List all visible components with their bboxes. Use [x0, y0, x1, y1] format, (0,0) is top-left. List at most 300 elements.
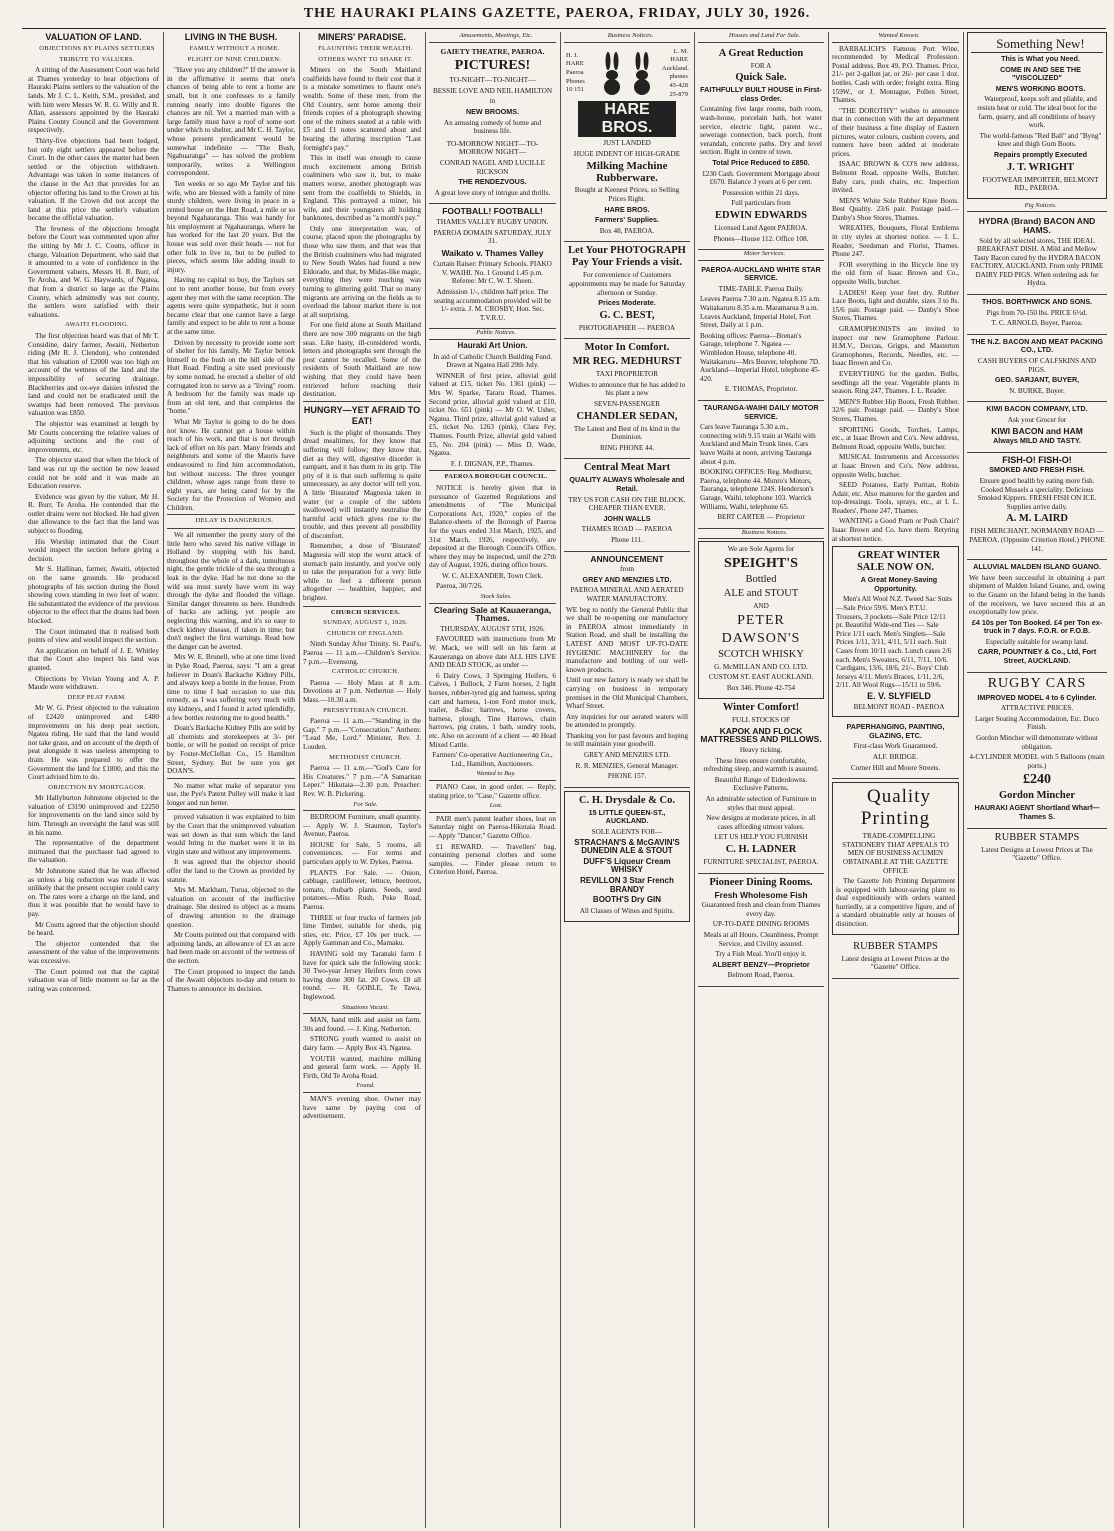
article-title: VALUATION OF LAND.	[45, 32, 142, 42]
text: The world-famous "Red Ball" and "Byng" knee and thigh Gum Boots.	[979, 131, 1102, 149]
section-label: Amusements, Meetings, Etc.	[429, 32, 556, 43]
paragraph: Evidence was given by the valuer, Mr H. R. Burr, Te Aroha. He contended that the outlet drains were not blocked. He had given due allowance to the fact that the land was subject to flooding.	[28, 492, 159, 536]
text: GEO. SARJANT, BUYER,	[994, 375, 1080, 385]
text: JUST LANDED	[603, 139, 651, 148]
ring: RING PHONE 44.	[599, 443, 655, 452]
article-subtitle: FLAUNTING THEIR WEALTH.	[318, 45, 413, 52]
service-title: TAURANGA-WAIHI DAILY MOTOR SERVICE.	[703, 403, 819, 421]
ladner: C. H. LADNER	[725, 844, 797, 855]
brand: BOOTH'S Dry GIN	[592, 895, 662, 905]
paragraph: proved valuation it was explained to him by the Court that the unimproved valuation was set down as that sum which the land would bring in the market were it in its virgin state and without any improvements.	[167, 809, 295, 856]
text: Containing five large rooms, bath room, wash-house, porcelain bath, hot water service, electric light, patent w.c., sewerage connection, back porch, front verandah, concrete paths. Dry and level section. Right in centre of town.	[700, 105, 822, 157]
column-wanted	[832, 32, 959, 1528]
text: Always MILD AND TASTY.	[993, 436, 1081, 446]
paragraph: Ten weeks or so ago Mr Taylor and his wife, who are blessed with a family of nine sturdy children, were living in peace in a rented house on the Hutt Road, a mile or so beyond Ngahauranga. This was handy for his employment at Ngahauranga, where he has worked for the last 20 years. But the house was sold over their heads — not for other folk to live in, but to be pulled to pieces, which seems like adding insult to injury.	[167, 179, 295, 274]
merchant: J. T. WRIGHT	[1006, 161, 1075, 173]
paragraph: A sitting of the Assessment Court was held at Thames yesterday to hear objections of Hauraki Plains settlers to the valuation of the lands. Mr J. C. L. Keith, S.M., presided, and with him were Messrs W. R. G. Willy and R. Allan, assessors appointed by the Hauraki Plains County Council and the Government respectively.	[28, 66, 159, 135]
best: G. C. BEST,	[599, 309, 655, 321]
price-list: Men's All Wool N.Z. Tweed Sac Suits—Sale Price 59/6. Men's P.T.U. Trousers, 3 pockets—Sale Price 12/11 pr. Beautiful Wide-end Ties — Sale Price 1/11 each. Men's Singlets—Sale Prices 1/11, 3/11, 4/11, 5/11 each. Suit Cases from 10/11 each. Lunch cases 2/6 each. Men's Sweaters, 6/11, 7/11, 10/6. Cardigans, 13/6, 18/6, 21/-. Boys' Club Jerseys 4/11. Men's Braces, 1/11, 2/6, 2/11. All Wool Rugs—15/11 to 59/6.	[836, 595, 952, 690]
heading: KIWI BACON COMPANY, LTD.	[986, 404, 1088, 414]
stars: CONRAD NAGEL AND LUCILLE RICKSON	[440, 158, 545, 176]
kiwi-ad	[967, 402, 1107, 452]
section-label: Motor Services.	[698, 250, 824, 261]
paragraph: Mr Coutts agreed that the objection should be heard.	[28, 920, 159, 938]
paragraph: The objector stated that when the block of land was cut up the section he now leased could not be sold and it was made an Education reserve.	[28, 456, 159, 491]
hare-bros-ad	[564, 45, 690, 243]
text: Gordon Mincher will demonstrate without obligation.	[976, 734, 1098, 751]
photo-heading: Let Your PHOTOGRAPH Pay Your Friends a visit.	[568, 245, 686, 269]
text: TIME-TABLE. Paeroa Daily.	[718, 284, 804, 293]
theatre-ad	[429, 45, 556, 205]
text: PAEROA MINERAL AND AERATED WATER MANUFACTORY.	[570, 586, 684, 603]
heading: FISH-O! FISH-O!	[1002, 454, 1072, 465]
classified-ad: YOUTH wanted, machine milking and general farm work. — Apply H. Firth, Old Te Aroha Road.	[303, 1054, 421, 1080]
column-living-in-bush	[167, 32, 295, 1528]
taxi-ad	[564, 339, 690, 459]
classified-ad: SEED Potatoes, Early Puritan, Robin Adair, etc. Also manures for the garden and top-dressings. Tools, sprays, etc., at I. L. Readers', Phone 247, Thames.	[832, 481, 959, 515]
text: Belmont Road, Paeroa.	[727, 971, 795, 980]
paragraph: We all remember the pretty story of the little hero who saved his native village in Holland by stopping with his hand, throughout the whole of a dark, tumultuous night, the gentle trickle of the sea through a leak in the dyke. Had he not done so the wild sea must surely have worn its way through the dyke and flooded the village. Similar danger threatens us here. Hundreds of backs are aching, yet people are neglecting this warning, and it's so easy to check kidney disease, if taken in time; but don't neglect the first warnings. Read how the danger can be averted.	[167, 531, 295, 651]
heading: RUBBER STAMPS	[853, 940, 938, 952]
stamps-ad	[967, 829, 1107, 869]
classes: All Classes of Wines and Spirits.	[579, 906, 675, 915]
church-text: Paeroa — Holy Mass at 8 a.m. Devotions at 7 p.m. Netherton — Holy Mass.—10.30 a.m.	[303, 678, 421, 704]
brand: STRACHAN'S & McGAVIN'S DUNEDIN ALE & STOUT	[574, 837, 680, 856]
bridge-ad	[832, 720, 959, 779]
admission: Admission 1/-, children half price. The seating accommodation provided will be 1/- extra. J. M. CROSBY, Hon. Sec. T.V.R.U.	[434, 288, 551, 322]
text: Cars leave Tauranga 5.30 a.m., connecting with 9.15 train at Waihi with Auckland and Main Trunk lines. Cars leave Waihi at noon, arriving Tauranga about 4 p.m.	[700, 423, 816, 466]
paragraph: Thirty-five objections had been lodged, but only eight settlers appeared before the Court. In the other cases the matter had been settled or the objection withdrawn. Advantage was taken in some instances of the clause in the Act that provides for an objector offering his land to the Crown at his valuation. If the Crown did not accept the land at this price the settler's valuation became the official valuation.	[28, 136, 159, 223]
proprietor: BERT CARTER — Proprietor	[717, 513, 805, 522]
house-ad	[698, 45, 824, 251]
tauranga-ad	[698, 401, 824, 529]
heading: THE N.Z. BACON AND MEAT PACKING CO., LTD.	[970, 336, 1104, 355]
text: T. C. ARNOLD, Buyer, Paeroa.	[991, 319, 1083, 328]
column-rule	[163, 32, 164, 1528]
paragraph: For one field alone at South Maitland there are now 300 migrants on the high seas. Like hasty, ill-considered words, letters and photographs sent through the post cannot be recalled. Some of the residents of South Maitland are now wishing that they could have been retrieved before reaching their destination.	[303, 321, 421, 399]
speights-ad	[698, 541, 824, 699]
church-heading: METHODIST CHURCH.	[329, 753, 402, 761]
hare-brand: HARE BROS.	[578, 101, 676, 137]
text: Licensed Land Agent PAEROA.	[714, 223, 808, 232]
section-heading: OBJECTION BY MORTGAGOR.	[48, 783, 146, 791]
stars: BESSIE LOVE AND NEIL HAMILTON	[432, 86, 553, 95]
from: from	[620, 565, 634, 574]
text: Fresh Wholesome Fish	[714, 889, 808, 900]
borthwick-ad	[967, 295, 1107, 335]
paragraph: The first objection heard was that of Mr T. Considine, dairy farmer, Awaiti, Netherton riding (Mr R. J. Clendon), who contended that his valuation of £2000 was too high on account of the wetness of the land and the impossibility of securing drainage. Blackberries and ox-eye daisies infested the land and could not be eradicated until the swamps had been removed. The previous valuation was £850.	[28, 332, 159, 418]
text: The Gazette Job Printing Department is equipped with labour-saving plant to deal expeditiously with orders wanted hurriedly, at a competitive figure, and of a standard obtainable only at houses of distinction.	[836, 877, 955, 929]
paragraph: Only one interpretation was, of course, placed upon the photographs by those who saw them, and that was that the British coalminers who had migrated to New South Wales had found a new Eldorado, and that, by Midas-like magic, everything they were touching was turning to glittering gold. That so many migrants are arriving on the fields as to overload the labour market there is not at all surprising.	[303, 224, 421, 319]
pioneer-ad	[698, 874, 824, 987]
text: Waterproof, keeps soft and pliable, and resists heat or cold. The ideal boot for the farm, quarry, and all conditions of heavy work.	[977, 95, 1097, 130]
notice-text: WINNER of first prize, alluvial gold valued at £15, ticket No. 1361 (pink) — Mrs W. Sparke, Tararu Road, Thames. Second prize, alluvial gold valued at £10, ticket No. 651 (pink) — Mr O. W. Usher, Ngatea. Third prize, alluvial gold valued at £5, ticket No. 1263 (pink), Clara Fey, Thames. Fourth Prize, alluvial gold valued £5, No. 204 (pink) — Miss D. Wade, Ngatea.	[429, 371, 556, 458]
white-star-ad	[698, 263, 824, 401]
classified-ad: THREE or four trucks of farmers job lime Timber, suitable for sheds, pig sties, etc. Price, £7 10s per truck. — Apply Gamman and Co., Mamaku.	[303, 913, 421, 948]
text: ALE and STOUT	[723, 587, 799, 599]
price: £4 10s per Ton Booked. £4 per Ton ex-truck in 7 days. F.O.R. or F.O.B.	[971, 617, 1103, 636]
text: FURNITURE SPECIALIST, PAEROA.	[703, 858, 819, 866]
wright-ad	[967, 32, 1107, 199]
classified-ad: WANTING a Good Pram or Push Chair? Isaac Brown and Co. have them. Retyring at shortest notice.	[832, 517, 959, 543]
column-rule	[963, 32, 964, 1528]
column-houses	[698, 32, 824, 1528]
classified-ad: "THE DOROTHY" wishes to announce that in connection with the art department of their business a fine display of Eastern pictures, water colours, cushion covers, and runners have been added at moderate prices.	[832, 106, 959, 158]
classified-ad: HOUSE for Sale, 5 rooms, all conveniences. — For terms and particulars apply to W. Dykes, Paeroa.	[303, 840, 421, 867]
text: Until our new factory is ready we shall be carrying on business in temporary premises in the Old Municipal Chambers, Wharf Street.	[566, 676, 688, 711]
text: Pigs from 70-150 lbs. PRICE 6½d.	[986, 308, 1088, 317]
supplies: Farmers' Supplies.	[594, 215, 660, 225]
section-heading: DELAY IS DANGEROUS.	[167, 514, 295, 529]
phone: PHONE 157.	[607, 772, 647, 781]
paragraph: Objections by Vivian Young and A. P. Maude were withdrawn.	[28, 674, 159, 692]
text: Sold by all selected stores, THE IDEAL BREAKFAST DISH. A Mild and Mellow Tasty Bacon cured by the HYDRA BACON FACTORY, AUCKLAND. From only PRIME DAIRY FED PIGS. When ordering ask for Hydra.	[970, 236, 1104, 288]
classified-ad: BARBALICH'S Famous Port Wine, recommended by Medical Profession. Postal address, Box 49, P.O. Thames. Price, 21/- per 2-gallon jar, or 26/- per case 1 doz. bottles. Cash with order; freight extra. Ring 159W., or J. Montague, Pollen Street, Thames.	[832, 44, 959, 105]
agent-name: Gordon Mincher	[998, 790, 1076, 802]
text: FOOTWEAR IMPORTER, BELMONT RD., PAEROA.	[982, 175, 1099, 193]
text: Ensure good health by eating more fish. Cooked Mussels a speciality. Delicious Smoked Kippers. FRESH FISH ON ICE. Supplies arrive daily.	[977, 476, 1097, 511]
match-title: Waikato v. Thames Valley	[441, 247, 544, 258]
thames-road: THAMES ROAD — PAEROA	[581, 525, 673, 534]
text: BOOKING OFFICES: Reg. Medhurst, Paeroa, telephone 44. Munro's Motors, Tauranga, telephone 124S. Henderson's Garage, Waihi, telephone 103. Warrick Williams, Waihi, telephone 65.	[700, 468, 814, 511]
notice-date: Paeroa, 30/7/26.	[436, 582, 483, 591]
text: Especially suitable for swamp land.	[985, 637, 1089, 646]
sale-date: THURSDAY, AUGUST 5TH, 1926.	[440, 624, 545, 633]
text: Box 346. Phone 42-754	[726, 683, 796, 692]
paragraph: The Court pointed out that the capital valuation was of little moment so far as the rating was concerned.	[28, 967, 159, 993]
text: First-class Work Guaranteed.	[853, 742, 938, 751]
classified-ad: MEN'S Rubber Hip Boots, Fresh Rubber. 32/6 pair. Postage paid. — Danby's Shoe Stores, Thames.	[832, 397, 959, 423]
hydra-ad	[967, 214, 1107, 295]
drysdale: C. H. Drysdale & Co.	[579, 794, 675, 806]
brand: DUFF'S Liqueur Cream WHISKY	[583, 856, 671, 875]
church-heading: PRESBYTERIAN CHURCH.	[323, 706, 408, 714]
text: Thanking you for past favours and hoping to still maintain your goodwill.	[566, 731, 688, 749]
drysdale-ad	[564, 791, 690, 923]
theatre-name: GAIETY THEATRE, PAEROA.	[440, 46, 545, 56]
section-label: Stock Sales.	[429, 593, 556, 604]
brand: DAWSON'S	[721, 630, 801, 646]
column-notices	[967, 32, 1107, 1528]
text: TRADE-COMPELLING STATIONERY THAT APPEALS TO MEN OF BUSINESS ACUMEN OBTAINABLE AT THE GAZETTE OFFICE	[842, 832, 949, 875]
grey-menzies-ad	[564, 552, 690, 788]
sale-title: Clearing Sale at Kauaeranga, Thames.	[433, 604, 552, 624]
tonight-label: TO-NIGHT—TO-NIGHT—	[449, 75, 536, 85]
film-description: An amusing comedy of home and business life.	[443, 118, 542, 136]
football-heading: FOOTBALL! FOOTBALL!	[442, 206, 543, 217]
column-rule	[425, 32, 426, 1528]
paragraph: His Worship intimated that the Court would inspect the section before giving a decision.	[28, 537, 159, 563]
film-title: THE RENDEZVOUS.	[458, 177, 527, 187]
masthead-rule	[22, 28, 1106, 29]
text: KIWI BACON and HAM	[991, 425, 1083, 436]
sole: SOLE AGENTS FOR—	[591, 828, 663, 837]
text: We have been successful in obtaining a part shipment of Malden Island Guano, and, owing to the Guano on the Island being in the hands of the receivers, we have secured this at an exceptionally low price.	[969, 573, 1105, 617]
paragraph: Mr W. G. Priest objected to the valuation of £2420 unimproved and £480 improvements on his deep peat section, Ngatea riding. He said that the land would not take grass, and on account of the depth of peat alongside it was useless attempting to drain. He was prepared to offer the Government the land for £1800, and this the Court advised him to do.	[28, 704, 159, 782]
paragraph: It was agreed that the objector should offer the land to the Crown as provided by statute.	[167, 858, 295, 884]
text: This is What you Need.	[1001, 54, 1080, 63]
paragraph: Mr Coutts pointed out that compared with adjoining lands, an allowance of £3 an acre had been made on account of the wetness of the section.	[167, 931, 295, 965]
text: Any inquiries for our aerated waters will be attended to promptly.	[566, 712, 688, 730]
price: £240	[1023, 772, 1051, 788]
merchant: E. V. SLYFIELD	[867, 690, 931, 701]
sale-text: FAVOURED with instructions from Mr W. Mack, we will sell on his farm at Kauaeranga on above date ALL HIS LIVE AND DEAD STOCK, as under —	[429, 635, 556, 670]
text: HAURAKI AGENT Shortland Wharf—Thames S.	[974, 803, 1100, 821]
text: Beautiful Range of Eiderdowns. Exclusive Patterns.	[714, 775, 808, 793]
price: Total Price Reduced to £850.	[712, 157, 810, 167]
classified-ad: GRAMOPHONISTS are invited to inspect our new Gramophone Parlour. H.M.V., Deccas, Grigps, and Masterton Gramophones, Records, Needles, etc. — Isaac Brown and Co.	[832, 325, 959, 368]
classified-ad: £1 REWARD. — Travellers' bag, containing personal clothes and some samples. — Finder please return to Criterion Hotel, Paeroa.	[429, 842, 556, 877]
section-label: Houses and Land For Sale.	[698, 32, 824, 43]
meat-heading: Central Meat Mart	[583, 462, 671, 474]
union-name: THAMES VALLEY RUGBY UNION.	[436, 217, 549, 226]
heading: Something New!	[971, 36, 1103, 53]
photographer: PHOTOGRAPHER — PAEROA	[578, 323, 676, 332]
church-title: CHURCH SERVICES.	[330, 608, 401, 616]
text: Heavy ticking.	[739, 746, 783, 755]
church-text: Paeroa — 11 a.m.—"Standing in the Gap." 7 p.m.—"Consecration." Anthem: "Lead Me, Lord." Minister, Rev. J. Louden.	[303, 717, 421, 751]
heading: HYDRA (Brand) BACON AND HAMS.	[978, 216, 1096, 235]
text: ALF. BRIDGE.	[872, 752, 919, 761]
classified-ad: PAIR men's patent leather shoes, lost on Saturday night on Paeroa-Hikutaia Road. — Apply "Dancer," Gazette Office.	[429, 814, 556, 840]
text: Larger Seating Accommodation, Etc. Duco Finish.	[974, 714, 1099, 732]
hare-brand-small: HARE BROS.	[604, 204, 650, 214]
council-title: PAEROA BOROUGH COUNCIL.	[429, 470, 556, 482]
chandler: CHANDLER SEDAN,	[576, 410, 678, 422]
brand: SPEIGHT'S	[724, 555, 798, 571]
classified-ad: MUSICAL Instruments and Accessories at Isaac Brown and Co's. New address, opposite Wells, butcher.	[832, 453, 959, 479]
text: Corner Hill and Moore Streets.	[850, 763, 941, 772]
section-label: Business Notices.	[564, 32, 690, 43]
paragraph: The objector contended that the assessment of the value of the improvements was excessive.	[28, 939, 159, 965]
text: Bottled	[745, 573, 777, 585]
stamps-ad	[832, 938, 959, 979]
classified-ad: SPORTING Goods, Torches, Lamps, etc., at Isaac Brown and Co's. New address, Belmont Road, opposite Wells, butcher.	[832, 425, 959, 451]
article-title: HUNGRY—YET AFRAID TO EAT!	[303, 401, 421, 427]
text: HUGE INDENT OF HIGH-GRADE	[573, 149, 681, 158]
paragraph: "Have you any children?" If the answer is in the affirmative it seems that one's chances of being able to rent a home are small, but it one confesses to a family running nearly into double figures the chances are nil. Yet a married man with a large family must have a roof of some sort under which to shelter, and Mr C. H. Taylor, whose present predicament would be somewhat indefinite — "The Bush, Ngahuaranga" — has solved the problem temporarily, writes a Wellington correspondent.	[167, 66, 295, 178]
section-label: Wanted Known.	[832, 32, 959, 43]
meat-mart-ad	[564, 459, 690, 551]
paragraph: Such is the plight of thousands. They dread mealtimes, for they know that suffering will follow; they know that, diet as they will, digestive disorder is rampant, and it has them in its grip. The pity of it is that such suffering is quite unnecessary, as any doctor will tell you. A little 'Bisurated' Magnesia taken in water (or a couple of the tablets swallowed) will instantly neutralise the harmful acid which gives rise to the trouble, and thus prevent all possibility of discomfort.	[303, 428, 421, 540]
text: FOR A	[750, 61, 772, 70]
text: An admirable selection of Furniture in styles that must appeal.	[705, 795, 817, 812]
hare-left: H. J. HARE Paeroa Phones 10 151	[566, 51, 585, 94]
ladner-ad	[698, 699, 824, 873]
text: The Latest and Best of its kind in the Dominion.	[573, 424, 681, 442]
column-valuation	[28, 32, 159, 1528]
text: These lines ensure comfortable, refreshing sleep, and warmth is assured.	[703, 756, 819, 774]
section-heading: AWAITI FLOODING.	[65, 321, 129, 329]
manager: R. R. MENZIES, General Manager.	[575, 761, 679, 770]
printing-ad	[832, 782, 959, 935]
paragraph: Having no capital to buy, the Taylors set out to rent another house, but from every agent they met with the same reception. The agents were quite sympathetic, but it soon became clear that one cannot have a large family and expect to be able to rent a house at the same time.	[167, 276, 295, 336]
box: Box 48, PAEROA.	[599, 226, 655, 235]
rabbit-icon	[601, 51, 623, 95]
text: Latest designs at Lowest Prices at the "Gazette" Office.	[841, 954, 950, 972]
service-title: PAEROA-AUCKLAND WHITE STAR SERVICE.	[701, 264, 821, 283]
church-text: Ninth Sunday After Trinity. St. Paul's, Paeroa — 11 a.m.—Children's Service. 7 p.m.—Evensong.	[303, 640, 421, 666]
section-label: Pig Notices.	[967, 202, 1107, 213]
booking: Booking offices: Paeroa—Brenan's Garage, telephone 7. Ngatea — Wimbledon House, telephone 40. Waitakaruru—Mrs Beaver, telephone 7D. Auckland—Imperial Hotel, telephone 45-420.	[700, 331, 821, 383]
classified-ad: HAVING sold my Taranaki farm I have for quick sale the following stock: 30 Two-year Jersey Heifers from cows having done 300 fat. 20 Cows. £8 all round. — H. GOBLE, Te Tawa, Inglewood.	[303, 950, 421, 1001]
paragraph: Mr S. Hallinan, farmer, Awaiti, objected on the same grounds. He produced photographs of his section during the flood showing cows standing in two feet of water. He substantiated the evidence of the previous objector to the effect that the drains had been blocked.	[28, 565, 159, 625]
heading: Quality Printing	[860, 786, 931, 830]
text: CUSTOM ST. EAST AUCKLAND.	[708, 673, 814, 682]
text: SEVEN-PASSENGER	[593, 400, 661, 409]
text: For convenience of Customers appointments may be made for Saturday afternoon or Sunday.	[568, 271, 686, 297]
text: FULL STOCKS OF	[732, 716, 790, 725]
column-rule	[560, 32, 561, 1528]
heading: ALLUVIAL MALDEN ISLAND GUANO.	[973, 562, 1101, 572]
text: KAPOK AND FLOCK MATTRESSES AND PILLOWS.	[700, 725, 822, 745]
quality: QUALITY ALWAYS Wholesale and Retail.	[569, 475, 685, 494]
paragraph: Mrs W. E. Brunell, who at one time lived in Pyke Road, Paeroa, says: "I am a great believer in Doan's Backache Kidney Pills, and always keep a bottle in the house. From time to time I had occasion to use this remedy, as I was suffering very much with my kidneys, and I found it acted splendidly, a few bottles restoring me to good health."	[167, 653, 295, 722]
text: Bought at Keenest Prices, so Selling Prices Right.	[574, 186, 680, 203]
classified-ad: MEN'S White Sole Rubber Knee Boots. Best Quality. 23/6 pair. Postage paid.—Danby's Shoe Stores, Thames.	[832, 196, 959, 222]
text: New designs at moderate prices, in all cases affording utmost values.	[706, 814, 816, 831]
heading: Quick Sale.	[735, 72, 787, 84]
announcement: ANNOUNCEMENT	[590, 553, 664, 564]
photographer-ad	[564, 242, 690, 339]
match-venue: PAEROA DOMAIN SATURDAY, JULY 31.	[433, 228, 552, 246]
article-subtitle: FAMILY WITHOUT A HOME.	[189, 45, 280, 52]
article-subtitle: PLIGHT OF NINE CHILDREN.	[187, 55, 282, 63]
notice-text: In aid of Catholic Church Building Fund. Drawn at Ngatea Hall 29th July.	[433, 352, 552, 370]
text: Repairs promptly Executed	[993, 149, 1088, 159]
text: AND	[753, 601, 769, 610]
merchant: A. M. LAIRD	[1006, 513, 1068, 525]
text: Wishes to announce that he has added to his plant a new	[568, 380, 686, 398]
paragraph: What Mr Taylor is going to do he does not know. He cannot get a house within reach of his work, and that is not through lack of effort on his part. Many friends and neighbours and some of the Maoris have endeavoured to find him accommodation, but without success. The three younger children, whose ages range from three to eight years, are being cared for by the Society for the Protection of Women and Children.	[167, 417, 295, 512]
article-title: MINERS' PARADISE.	[318, 32, 406, 42]
classified-ad: BEDROOM Furniture, small quantity. — Apply W. J. Staunton, Taylor's Avenue, Paeroa.	[303, 813, 421, 839]
text: IMPROVED MODEL 4 to 6 Cylinder.	[977, 692, 1097, 702]
section-label: Found.	[303, 1082, 421, 1093]
text: SMOKED AND FRESH FISH.	[989, 465, 1085, 475]
grey-menzies: GREY AND MENZIES LTD.	[583, 751, 671, 760]
text: £230 Cash. Government Mortgage about £670. Balance 3 years at 6 per cent.	[702, 169, 820, 187]
paragraph: This in itself was enough to cause much excitement among British coalminers who saw it, but, to make matters worse, another photograph was sent from the coalfields to Shields, in England. This portrayed a miner, his wife, and their youngsters all holding banknotes, described as "a month's pay."	[303, 154, 421, 223]
text: COME IN AND SEE THE "VISCOLIZED"	[1000, 64, 1081, 83]
phone: Phone 111.	[611, 536, 643, 544]
church-services	[303, 606, 421, 799]
film-title: NEW BROOMS.	[465, 106, 520, 116]
paragraph: Doan's Backache Kidney Pills are sold by all chemists and storekeepers at 3/- per bottle, or will be posted on receipt of price by Foster-McClellan Co., 15 Hamilton Street, Sydney. But be sure you get DOAN'S.	[167, 724, 295, 776]
paragraph: Mr Hallyburton Johnstone objected to the valuation of £3190 unimproved and £2250 for improvements on the land since sold by him. Through an oversight the land was still in his name.	[28, 794, 159, 837]
in-label: in	[489, 97, 496, 106]
text: LET US HELP YOU FURNISH	[714, 833, 808, 842]
text: N. BURKE, Buyer.	[1009, 386, 1065, 395]
text: CASH BUYERS OF CALFSKINS AND PIGS.	[977, 357, 1097, 374]
paragraph: Remember, a dose of 'Bisurated' Magnesia will stop the worst attack of stomach pain instantly, and you've only to take the preparation for a very little while to feel a different person altogether — healthier, happier, and brighter.	[303, 542, 421, 603]
classified-ad: PLANTS For Sale. — Onion, cabbage, cauliflower, lettuce, beetroot, tomato, rhubarb plants. Seeds, seed potatoes.—Miss Rush, Peke Road, Paeroa.	[303, 868, 421, 912]
agent-name: EDWIN EDWARDS	[715, 209, 807, 221]
signature: W. C. ALEXANDER, Town Clerk.	[442, 571, 543, 580]
curtain-raiser: Curtain Raiser: Primary Schools. PIAKO V. WAIHI. No. 1 Ground 1.45 p.m. Referee: Mr C. W. T. Sheen.	[433, 260, 552, 286]
church-heading: CATHOLIC CHURCH.	[331, 668, 400, 676]
text: ATTRACTIVE PRICES.	[1000, 704, 1074, 713]
section-label: Business Notices.	[698, 529, 824, 540]
paragraph: No matter what make of separator you use, the Pye's Patent Pulley will make it last longer and run better.	[167, 778, 295, 808]
masthead: THE HAURAKI PLAINS GAZETTE, PAEROA, FRIDAY, JULY 30, 1926.	[303, 6, 811, 21]
text: FAITHFULLY BUILT HOUSE in First-class Order.	[700, 85, 822, 103]
article-title: LIVING IN THE BUSH.	[184, 32, 278, 42]
article-subtitle: TRIBUTE TO VALUERS.	[59, 55, 135, 63]
section-label: Wanted to Buy.	[429, 770, 556, 781]
section-label: For Sale.	[303, 801, 421, 812]
heading: RUBBER STAMPS	[994, 831, 1080, 843]
winter-sale-ad	[832, 546, 959, 717]
text: UP-TO-DATE DINING ROOMS	[712, 920, 810, 929]
address: BELMONT ROAD - PAEROA	[853, 702, 945, 711]
paragraph: The Court proposed to inspect the lands of the Awaiti objectors to-day and return to Thames to announce its decision.	[167, 967, 295, 993]
heading: THOS. BORTHWICK AND SONS.	[981, 297, 1093, 307]
paragraph: The objector was examined at length by Mr Coutts concerning the relative values of adjoining sections and the cost of improvements, etc.	[28, 419, 159, 454]
walls: JOHN WALLS	[603, 513, 651, 523]
subheading: A Great Money-Saving Opportunity.	[860, 575, 938, 593]
signature: F. J. DIGNAN, P.P., Thames.	[450, 459, 535, 468]
paragraph: An application on behalf of J. E. Whitley that the Court also inspect his land was granted.	[28, 646, 159, 672]
hare-header	[566, 48, 688, 100]
classified-ad: MAN'S evening shoe. Owner may have same by paying cost of advertisement.	[303, 1094, 421, 1121]
timetable: Leaves Paeroa 7.30 a.m. Ngatea 8.15 a.m. Waitakaruru 8.35 a.m. Maramarua 9 a.m. Leaves Auckland, Imperial Hotel, Fort Street, Daily at 1 p.m.	[700, 295, 821, 330]
paragraph: The representative of the department intimated that the purchaser had agreed to the valuation.	[28, 839, 159, 865]
tomorrow-label: TO-MORROW NIGHT—TO-MORROW NIGHT—	[446, 138, 539, 157]
pictures-heading: PICTURES!	[454, 58, 531, 74]
motor-heading: Motor In Comfort.	[584, 342, 670, 354]
paragraph: Miners on the South Maitland coalfields have found to their cost that it is a mistake sometimes to flaunt one's wealth. Some of these men, from the Old Country, sent home among their friends copies of a photograph showing one of the miners seated at a table with £5 and £1 notes scattered about and bearing the alluring inscription "Last fortnight's pay."	[303, 66, 421, 152]
text: Try a Fish Meal. You'll enjoy it.	[715, 950, 807, 959]
brand: REVILLON 3 Star French BRANDY	[580, 876, 674, 894]
heading: A Great Reduction	[718, 47, 804, 59]
church-date: SUNDAY, AUGUST 1, 1926.	[323, 619, 408, 627]
text: FISH MERCHANT, NORMANBY ROAD — PAEROA. (Opposite Criterion Hotel.) PHONE 141.	[969, 527, 1105, 553]
column-rule	[694, 32, 695, 1528]
text: We are Sole Agents for	[727, 545, 795, 554]
church-heading: CHURCH OF ENGLAND.	[326, 629, 405, 637]
paragraph: Driven by necessity to provide some sort of shelter for his family, Mr Taylor betook himself to the bush on the hill side of the Hutt Road. Finding a site used previously by some nomad, he erected a shelter of old corrugated iron to serve as a "living" room. A bedroom for the family was made up from an old tent, and that completes the "home."	[167, 338, 295, 416]
classified-ad: FOR everything in the Bicycle line try the old firm of Isaac Brown and Co., opposite Wells, butcher.	[832, 260, 959, 287]
heading: Pioneer Dining Rooms.	[709, 876, 813, 888]
heading: GREAT WINTER SALE NOW ON.	[856, 550, 941, 574]
grey-menzies: GREY AND MENZIES LTD.	[582, 574, 672, 584]
column-amusements	[429, 32, 556, 1528]
proprietor: E. THOMAS, Proprietor.	[724, 385, 798, 394]
auctioneer: Farmers' Co-operative Auctioneering Co., Ltd., Hamilton, Auctioneers.	[432, 751, 553, 768]
notice-title: Hauraki Art Union.	[457, 341, 528, 351]
hare-right: L. M. HARE Auckland. phones 45-428 25-879	[661, 47, 689, 98]
medhurst: MR REG. MEDHURST	[572, 356, 682, 368]
milking-heading: Milking Machine Rubberware.	[586, 160, 668, 185]
text: SCOTCH WHISKY	[718, 648, 804, 660]
taxi: TAXI PROPRIETOR	[595, 370, 659, 379]
classified-ad: ISAAC BROWN & CO'S new address, Belmont Road, opposite Wells, Butcher. Baby cars, push chairs, etc. Inspection invited.	[832, 160, 959, 195]
heading: RUGBY CARS	[987, 675, 1087, 691]
heading: PAPERHANGING, PAINTING, GLAZING, ETC.	[846, 722, 945, 740]
classified-ad: MAN, hand milk and assist on farm. 30s and found. — J. King, Netherton.	[303, 1016, 421, 1033]
text: WE beg to notify the General Public that we shall be re-opening our manufactory in PAEROA almost immediately in Station Road, and shall be installing the LATEST AND MOST UP-TO-DATE HYGIENIC MACHINERY for the manufacture and bottling of our well-known products.	[566, 605, 688, 674]
article-subtitle: OTHERS WANT TO SHARE IT.	[318, 55, 413, 63]
nzbacon-ad	[967, 335, 1107, 403]
address: 15 LITTLE QUEEN-ST., AUCKLAND.	[588, 807, 666, 826]
notice-text: NOTICE is hereby given that in pursuance of Gazetted Regulations and amendments of "The Municipal Corporations Act, 1920," copies of the Balance-sheets of the Borough of Paeroa for the years ended 31st March, 1925, and 31st March, 1926, respectively, are deposited at the Borough Council's Office, where they may be inspected, until the 27th day of August, 1926, during office hours.	[429, 483, 556, 570]
heading: Winter Comfort!	[722, 702, 800, 714]
text: Full particulars from	[731, 199, 791, 208]
text: TRY US FOR CASH ON THE BLOCK. CHEAPER THAN EVER.	[568, 495, 686, 513]
laird-ad	[967, 453, 1107, 560]
text: Ask your Grocer for	[1007, 416, 1067, 424]
